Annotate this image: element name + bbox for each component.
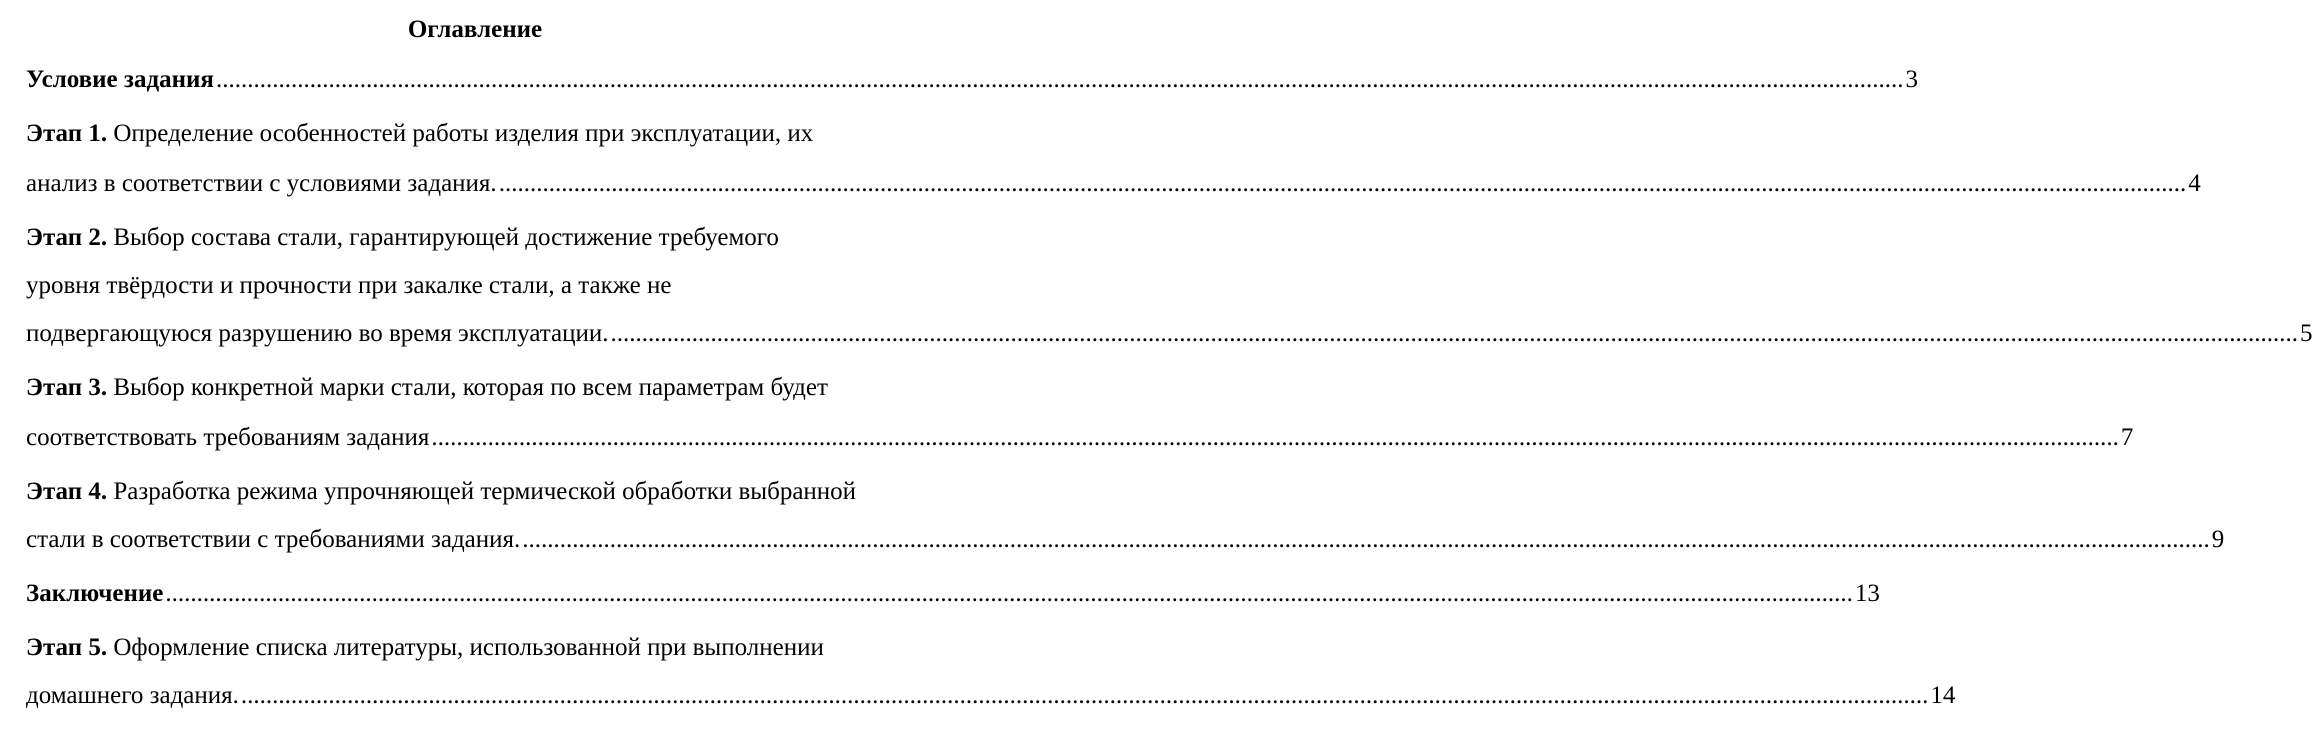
dot-leader: .............................................................................................................................................................................................................................................................................. (240, 682, 1929, 709)
toc-entry-label: Заключение (26, 580, 164, 607)
toc-entry-stage-2-line-2[interactable] (26, 268, 976, 304)
toc-entry-text: домашнего задания. (26, 682, 239, 709)
toc-entry-stage-5-line-1[interactable] (26, 630, 976, 666)
toc-page-number: 14 (1930, 682, 1956, 709)
toc-entry-label: Этап 1. (26, 120, 108, 147)
toc-entry-text: Выбор конкретной марки стали, которая по всем параметрам будет (107, 374, 828, 401)
toc-entry-conditions[interactable] (26, 62, 1918, 98)
toc-page-number: 4 (2188, 170, 2201, 197)
toc-entry-label: Этап 2. (26, 224, 108, 251)
toc-page-number: 7 (2120, 424, 2134, 451)
toc-entry-text: Разработка режима упрочняющей термической обработки выбранной (107, 478, 857, 505)
toc-entry-stage-2-line-1[interactable] (26, 220, 976, 256)
toc-page-number: 9 (2211, 526, 2225, 553)
toc-page-number: 5 (2300, 320, 2313, 347)
toc-entry-label: Этап 3. (26, 374, 108, 401)
toc-entry-text: Выбор состава стали, гарантирующей достижение требуемого (107, 224, 779, 251)
toc-entry-label: Этап 5. (26, 634, 108, 661)
toc-entry-text: Определение особенностей работы изделия при эксплуатации, их (107, 120, 814, 147)
toc-entry-stage-3-line-1[interactable] (26, 370, 976, 406)
toc-entry-text: стали в соответствии с требованиями задания. (26, 526, 521, 553)
toc-page-number: 3 (1905, 66, 1918, 93)
toc-entry-stage-3-line-2[interactable] (26, 420, 2134, 456)
toc-page-number: 13 (1854, 580, 1880, 607)
toc-entry-stage-4-line-2[interactable] (26, 522, 2225, 558)
toc-entry-label: Этап 4. (26, 478, 108, 505)
toc-entry-text: уровня твёрдости и прочности при закалке стали, а также не (26, 272, 672, 299)
toc-entry-conclusion[interactable] (26, 576, 1880, 612)
dot-leader: .............................................................................................................................................................................................................................................................................. (610, 320, 2298, 347)
toc-entry-text: анализ в соответствии с условиями задания. (26, 170, 497, 197)
toc-entry-text: соответствовать требованиям задания (26, 424, 430, 451)
dot-leader: .............................................................................................................................................................................................................................................................................. (522, 526, 2210, 553)
dot-leader: .............................................................................................................................................................................................................................................................................. (165, 580, 1853, 607)
dot-leader: .............................................................................................................................................................................................................................................................................. (431, 424, 2119, 451)
toc-entry-text: подвергающуюся разрушению во время эксплуатации. (26, 320, 609, 347)
toc-entry-stage-1-line-1[interactable] (26, 116, 976, 152)
toc-entry-stage-5-line-2[interactable] (26, 678, 1956, 714)
toc-entry-stage-4-line-1[interactable] (26, 474, 976, 510)
toc-entry-stage-2-line-3[interactable] (26, 316, 2313, 352)
toc-entry-text: Оформление списка литературы, использованной при выполнении (107, 634, 824, 661)
toc-entry-stage-1-line-2[interactable] (26, 166, 2201, 202)
toc-entry-label: Условие задания (26, 66, 214, 93)
dot-leader: .............................................................................................................................................................................................................................................................................. (498, 170, 2187, 197)
toc-title: Оглавление (407, 16, 543, 43)
dot-leader: .............................................................................................................................................................................................................................................................................. (215, 66, 1904, 93)
